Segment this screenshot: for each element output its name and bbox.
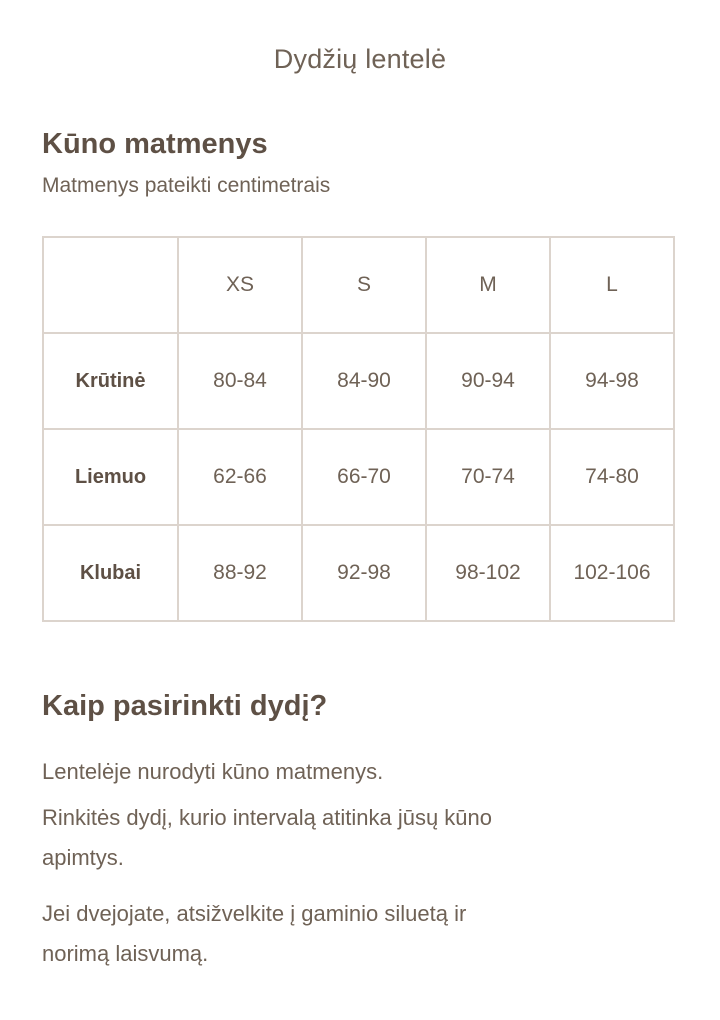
table-corner-cell — [43, 237, 178, 333]
table-row — [43, 429, 674, 525]
body-measurements-heading: Kūno matmenys — [42, 128, 268, 160]
column-header-s: S — [302, 237, 426, 333]
table-cell: 88-92 — [178, 525, 302, 621]
table-cell: 66-70 — [302, 429, 426, 525]
table-cell: 62-66 — [178, 429, 302, 525]
table-header-row — [43, 237, 674, 333]
table-cell: 84-90 — [302, 333, 426, 429]
column-header-l: L — [550, 237, 674, 333]
table-cell: 102-106 — [550, 525, 674, 621]
table-cell: 70-74 — [426, 429, 550, 525]
size-table — [42, 236, 675, 622]
how-to-choose-heading: Kaip pasirinkti dydį? — [42, 690, 328, 722]
row-label-hips: Klubai — [43, 525, 178, 621]
table-cell: 80-84 — [178, 333, 302, 429]
table-cell: 94-98 — [550, 333, 674, 429]
page-title: Dydžių lentelė — [273, 44, 447, 74]
table-row — [43, 333, 674, 429]
table-cell: 74-80 — [550, 429, 674, 525]
table-row — [43, 525, 674, 621]
row-label-waist: Liemuo — [43, 429, 178, 525]
row-label-chest: Krūtinė — [43, 333, 178, 429]
table-cell: 92-98 — [302, 525, 426, 621]
how-to-choose-paragraph: Rinkitės dydį, kurio intervalą atitinka jūsų kūno apimtys. — [42, 805, 493, 870]
table-cell: 90-94 — [426, 333, 550, 429]
column-header-m: M — [426, 237, 550, 333]
body-measurements-subtitle: Matmenys pateikti centimetrais — [42, 174, 331, 197]
how-to-choose-paragraph: Jei dvejojate, atsižvelkite į gaminio siluetą ir norimą laisvumą. — [42, 901, 467, 966]
how-to-choose-paragraph: Lentelėje nurodyti kūno matmenys. — [42, 759, 384, 784]
column-header-xs: XS — [178, 237, 302, 333]
table-cell: 98-102 — [426, 525, 550, 621]
